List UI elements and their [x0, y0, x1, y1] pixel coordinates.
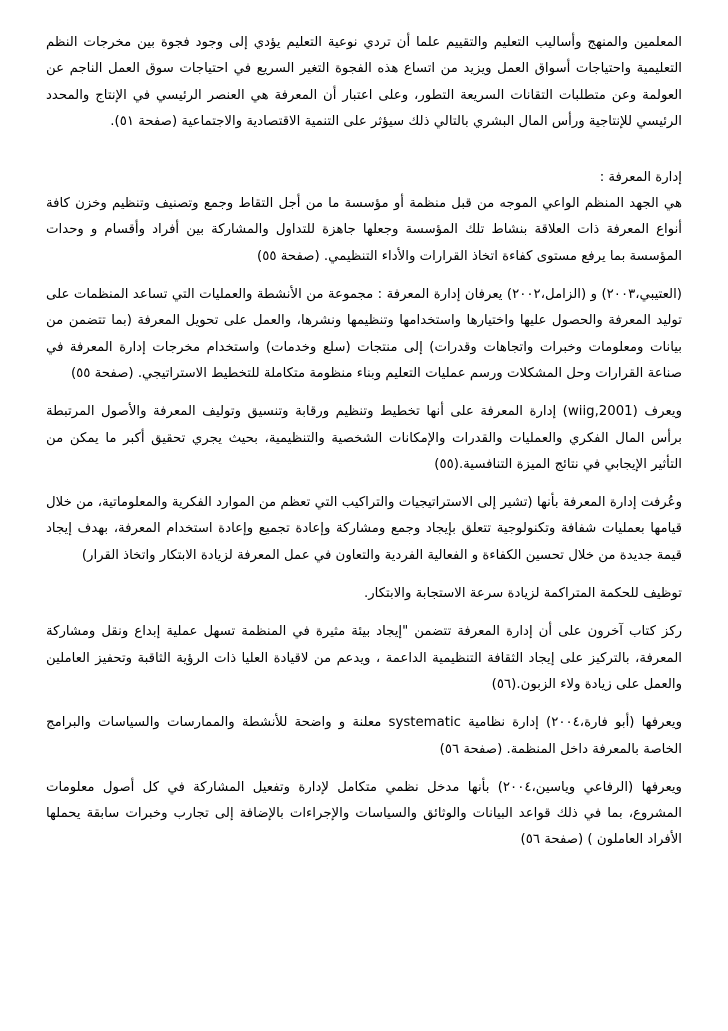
definition-paragraph: ركز كتاب آخرون على أن إدارة المعرفة تتضمن "إيجاد بيئة مثيرة في المنظمة تسهل عملية إبداع ونقل ومشاركة المعرفة، بالتركيز على إيجاد الثقافة التنظيمية الداعمة ، ويدعم من لاقيادة العليا ذات الرؤية الثاقبة وتحفيز العاملين والعمل على زيادة ولاء الزبون.(٥٦) [46, 624, 682, 692]
definition-paragraph: ويعرفها (أبو فارة،٢٠٠٤) إدارة نظامية systematic معلنة و واضحة للأنشطة والممارسات والسياسات والبرامج الخاصة بالمعرفة داخل المنظمة. (صفحة ٥٦) [46, 715, 682, 757]
definition-paragraph: وعُرفت إدارة المعرفة بأنها (تشير إلى الاستراتيجيات والتراكيب التي تعظم من الموارد الفكرية والمعلوماتية، من خلال قيامها بعمليات شفافة وتكنولوجية تتعلق بإيجاد وجمع ومشاركة وإعادة تجميع وإعادة استخدام المعرفة، بهدف إيجاد قيمة جديدة من خلال تحسين الكفاءة و الفعالية الفردية والتعاون في عمل المعرفة لزيادة الابتكار واتخاذ القرار) [46, 495, 682, 563]
definition-paragraph: ويعرف (wiig,2001) إدارة المعرفة على أنها تخطيط وتنظيم ورقابة وتنسيق وتوليف المعرفة والأصول المرتبطة برأس المال الفكري والعمليات والقدرات والإمكانات الشخصية والتنظيمية، بحيث يجري تحقيق أكبر ما يمكن من التأثير الإيجابي في نتائج الميزة التنافسية.(٥٥) [46, 404, 682, 472]
intro-paragraph: المعلمين والمنهج وأساليب التعليم والتقييم علما أن تردي نوعية التعليم يؤدي إلى وجود فجوة بين مخرجات النظم التعليمية واحتياجات أسواق العمل ويزيد من اتساع هذه الفجوة التغير السريع في احتياجات سوق العمل الناجم عن العولمة وعن متطلبات التقانات السريعة التطور، وعلى اعتبار أن المعرفة هي العنصر الرئيسي في الإنتاج والمحدد الرئيسي للإنتاجية ورأس المال البشري بالتالي ذلك سيؤثر على التنمية الاقتصادية والاجتماعية (صفحة ٥١). [46, 35, 682, 129]
definition-paragraph: (العتيبي،٢٠٠٣) و (الزامل،٢٠٠٢) يعرفان إدارة المعرفة : مجموعة من الأنشطة والعمليات التي تساعد المنظمات على توليد المعرفة والحصول عليها واختيارها واستخدامها وتنظيمها ونشرها، والعمل على تحويل المعرفة (بما تتضمن من بيانات ومعلومات وخبرات واتجاهات وقدرات) إلى منتجات (سلع وخدمات) واستخدام مخرجات إدارة المعرفة في صناعة القرارات وحل المشكلات ورسم عمليات التعليم وبناء منظومة متكاملة للتخطيط الاستراتيجي. (صفحة ٥٥) [46, 287, 682, 381]
definition-paragraph: توظيف للحكمة المتراكمة لزيادة سرعة الاستجابة والابتكار. [363, 586, 682, 602]
section-heading: إدارة المعرفة : [599, 170, 682, 186]
definition-paragraph: ويعرفها (الرفاعي وياسين،٢٠٠٤) بأنها مدخل نظمي متكامل لإدارة وتفعيل المشاركة في كل أصول معلومات المشروع، بما في ذلك قواعد البيانات والوثائق والسياسات والإجراءات بالإضافة إلى تجارب وخبرات سابقة يحملها الأفراد العاملون ) (صفحة ٥٦) [46, 779, 682, 848]
definition-paragraph: هي الجهد المنظم الواعي الموجه من قبل منظمة أو مؤسسة ما من أجل التقاط وجمع وتصنيف وتنظيم وخزن كافة أنواع المعرفة ذات العلاقة بنشاط تلك المؤسسة وجعلها جاهزة للتداول والمشاركة بين أفراد وأقسام و وحدات المؤسسة بما يرفع مستوى كفاءة اتخاذ القرارات والأداء التنظيمي. (صفحة ٥٥) [46, 196, 682, 264]
document-page [46, 30, 682, 854]
